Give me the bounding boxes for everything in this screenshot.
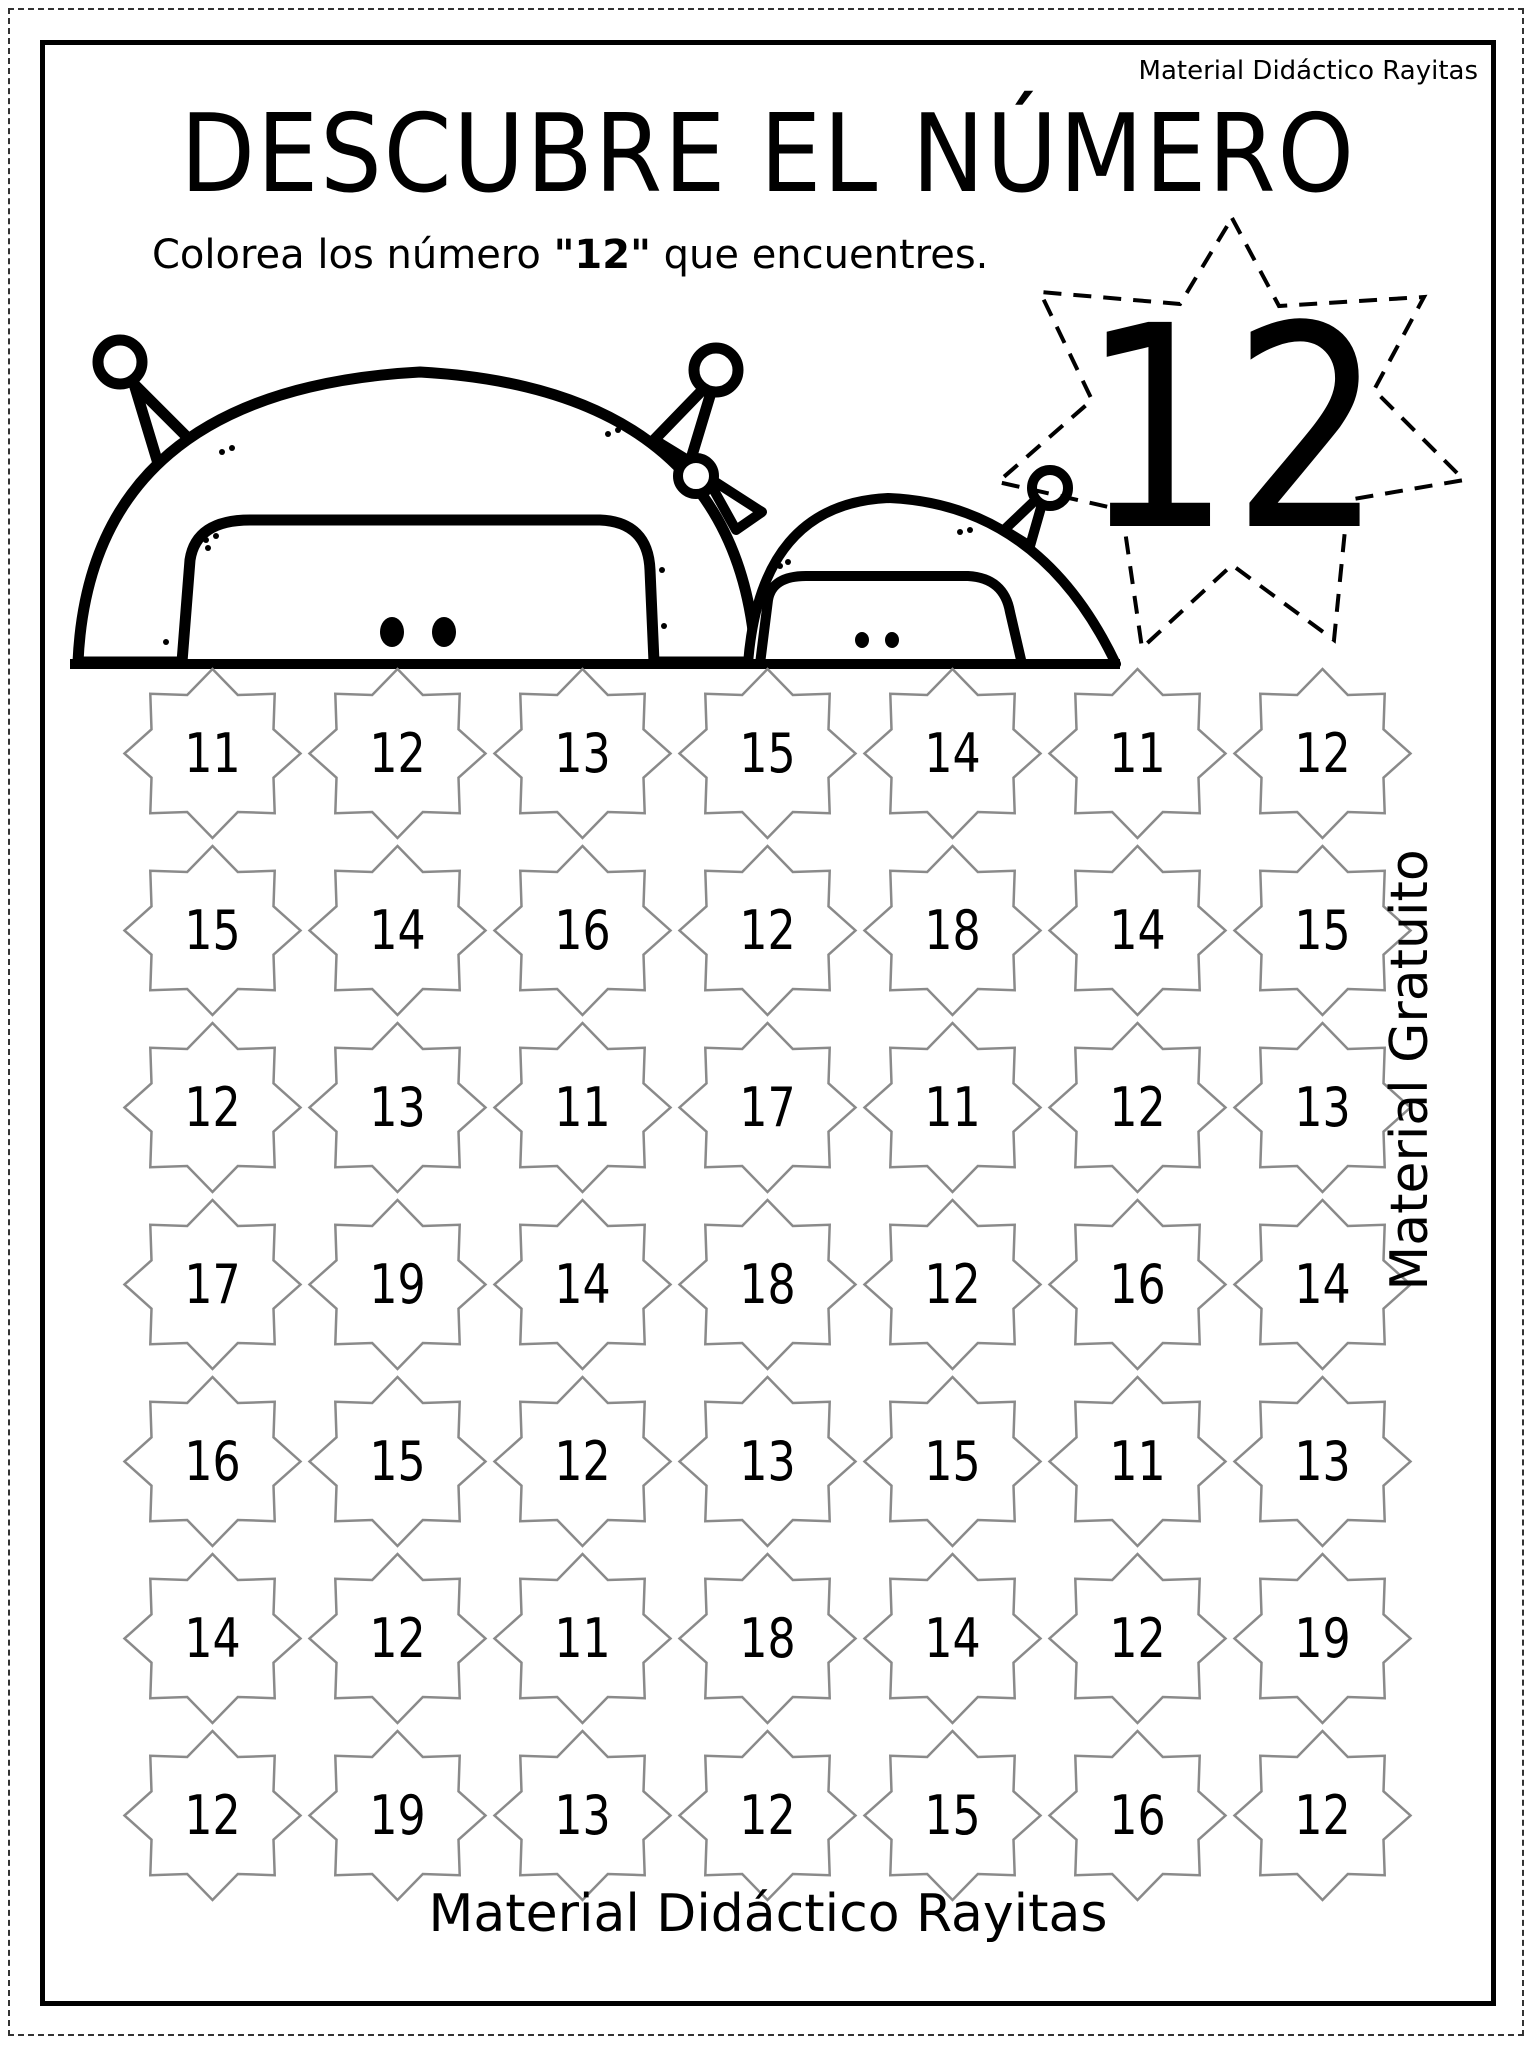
star-number: 14 <box>1294 1253 1351 1316</box>
star-number: 12 <box>1109 1076 1166 1139</box>
star-number: 14 <box>554 1253 611 1316</box>
star-cell[interactable] <box>1230 665 1415 842</box>
star-number: 11 <box>924 1076 981 1139</box>
star-cell[interactable] <box>490 842 675 1019</box>
star-cell[interactable] <box>860 1373 1045 1550</box>
star-cell[interactable] <box>120 1196 305 1373</box>
star-number: 14 <box>369 899 426 962</box>
star-number: 12 <box>1294 1784 1351 1847</box>
star-number: 15 <box>184 899 241 962</box>
star-cell[interactable] <box>490 1019 675 1196</box>
star-number: 11 <box>184 722 241 785</box>
robot-big-icon <box>78 340 756 662</box>
star-cell[interactable] <box>675 1019 860 1196</box>
star-cell[interactable] <box>675 1727 860 1904</box>
star-number: 12 <box>369 722 426 785</box>
star-number: 18 <box>739 1253 796 1316</box>
star-cell[interactable] <box>1045 665 1230 842</box>
instruction-number: "12" <box>553 232 651 278</box>
star-number: 11 <box>1109 1430 1166 1493</box>
star-cell[interactable] <box>305 665 490 842</box>
star-cell[interactable] <box>120 1373 305 1550</box>
star-number: 13 <box>554 722 611 785</box>
star-number: 17 <box>739 1076 796 1139</box>
star-number: 12 <box>1109 1607 1166 1670</box>
star-number: 18 <box>924 899 981 962</box>
star-number: 14 <box>1109 899 1166 962</box>
star-number: 12 <box>739 899 796 962</box>
star-number: 12 <box>369 1607 426 1670</box>
star-cell[interactable] <box>860 1019 1045 1196</box>
star-number: 16 <box>184 1430 241 1493</box>
star-number: 15 <box>924 1784 981 1847</box>
star-number: 16 <box>1109 1253 1166 1316</box>
star-cell[interactable] <box>305 1019 490 1196</box>
star-cell[interactable] <box>490 1196 675 1373</box>
star-number: 19 <box>1294 1607 1351 1670</box>
star-number: 11 <box>1109 722 1166 785</box>
star-number: 19 <box>369 1784 426 1847</box>
star-number: 15 <box>739 722 796 785</box>
star-cell[interactable] <box>675 1196 860 1373</box>
star-number: 12 <box>184 1076 241 1139</box>
star-number: 14 <box>924 722 981 785</box>
star-number: 15 <box>369 1430 426 1493</box>
star-cell[interactable] <box>490 1550 675 1727</box>
star-number: 18 <box>739 1607 796 1670</box>
star-cell[interactable] <box>305 1727 490 1904</box>
star-cell[interactable] <box>1230 1550 1415 1727</box>
star-cell[interactable] <box>1045 1019 1230 1196</box>
star-cell[interactable] <box>675 842 860 1019</box>
star-number: 13 <box>369 1076 426 1139</box>
star-cell[interactable] <box>1045 1550 1230 1727</box>
star-cell[interactable] <box>305 1196 490 1373</box>
star-number: 13 <box>554 1784 611 1847</box>
instruction-after: que encuentres. <box>650 232 989 278</box>
star-cell[interactable] <box>1045 1373 1230 1550</box>
star-number: 11 <box>554 1607 611 1670</box>
target-star <box>992 210 1472 670</box>
star-number: 12 <box>924 1253 981 1316</box>
star-cell[interactable] <box>860 1196 1045 1373</box>
star-number: 12 <box>184 1784 241 1847</box>
star-cell[interactable] <box>490 665 675 842</box>
star-cell[interactable] <box>675 1373 860 1550</box>
star-cell[interactable] <box>120 665 305 842</box>
number-star-grid <box>120 665 1440 1904</box>
star-number: 16 <box>554 899 611 962</box>
page-title: DESCUBRE EL NÚMERO <box>180 92 1356 217</box>
star-number: 14 <box>924 1607 981 1670</box>
star-cell[interactable] <box>490 1373 675 1550</box>
star-number: 19 <box>369 1253 426 1316</box>
star-cell[interactable] <box>120 1019 305 1196</box>
star-number: 13 <box>1294 1076 1351 1139</box>
star-cell[interactable] <box>860 1727 1045 1904</box>
star-cell[interactable] <box>490 1727 675 1904</box>
star-cell[interactable] <box>120 1550 305 1727</box>
star-number: 13 <box>739 1430 796 1493</box>
star-number: 12 <box>1294 722 1351 785</box>
star-number: 12 <box>554 1430 611 1493</box>
side-watermark-text: Material Gratuito <box>1380 849 1440 1291</box>
star-number: 16 <box>1109 1784 1166 1847</box>
star-cell[interactable] <box>305 842 490 1019</box>
star-cell[interactable] <box>120 842 305 1019</box>
star-cell[interactable] <box>1045 1196 1230 1373</box>
star-cell[interactable] <box>675 665 860 842</box>
star-cell[interactable] <box>860 665 1045 842</box>
star-number: 17 <box>184 1253 241 1316</box>
footer-credit: Material Didáctico Rayitas <box>428 1884 1108 1944</box>
star-number: 14 <box>184 1607 241 1670</box>
star-cell[interactable] <box>120 1727 305 1904</box>
target-number: 12 <box>1080 267 1384 593</box>
star-cell[interactable] <box>1045 1727 1230 1904</box>
star-number: 15 <box>1294 899 1351 962</box>
star-number: 12 <box>739 1784 796 1847</box>
star-cell[interactable] <box>1230 1727 1415 1904</box>
star-cell[interactable] <box>860 1550 1045 1727</box>
star-number: 15 <box>924 1430 981 1493</box>
star-cell[interactable] <box>675 1550 860 1727</box>
star-cell[interactable] <box>305 1373 490 1550</box>
star-cell[interactable] <box>1045 842 1230 1019</box>
star-number: 11 <box>554 1076 611 1139</box>
star-cell[interactable] <box>860 842 1045 1019</box>
header-credit: Material Didáctico Rayitas <box>1138 56 1478 86</box>
star-cell[interactable] <box>1230 1373 1415 1550</box>
star-number: 13 <box>1294 1430 1351 1493</box>
instruction-before: Colorea los número <box>152 232 554 278</box>
star-cell[interactable] <box>305 1550 490 1727</box>
